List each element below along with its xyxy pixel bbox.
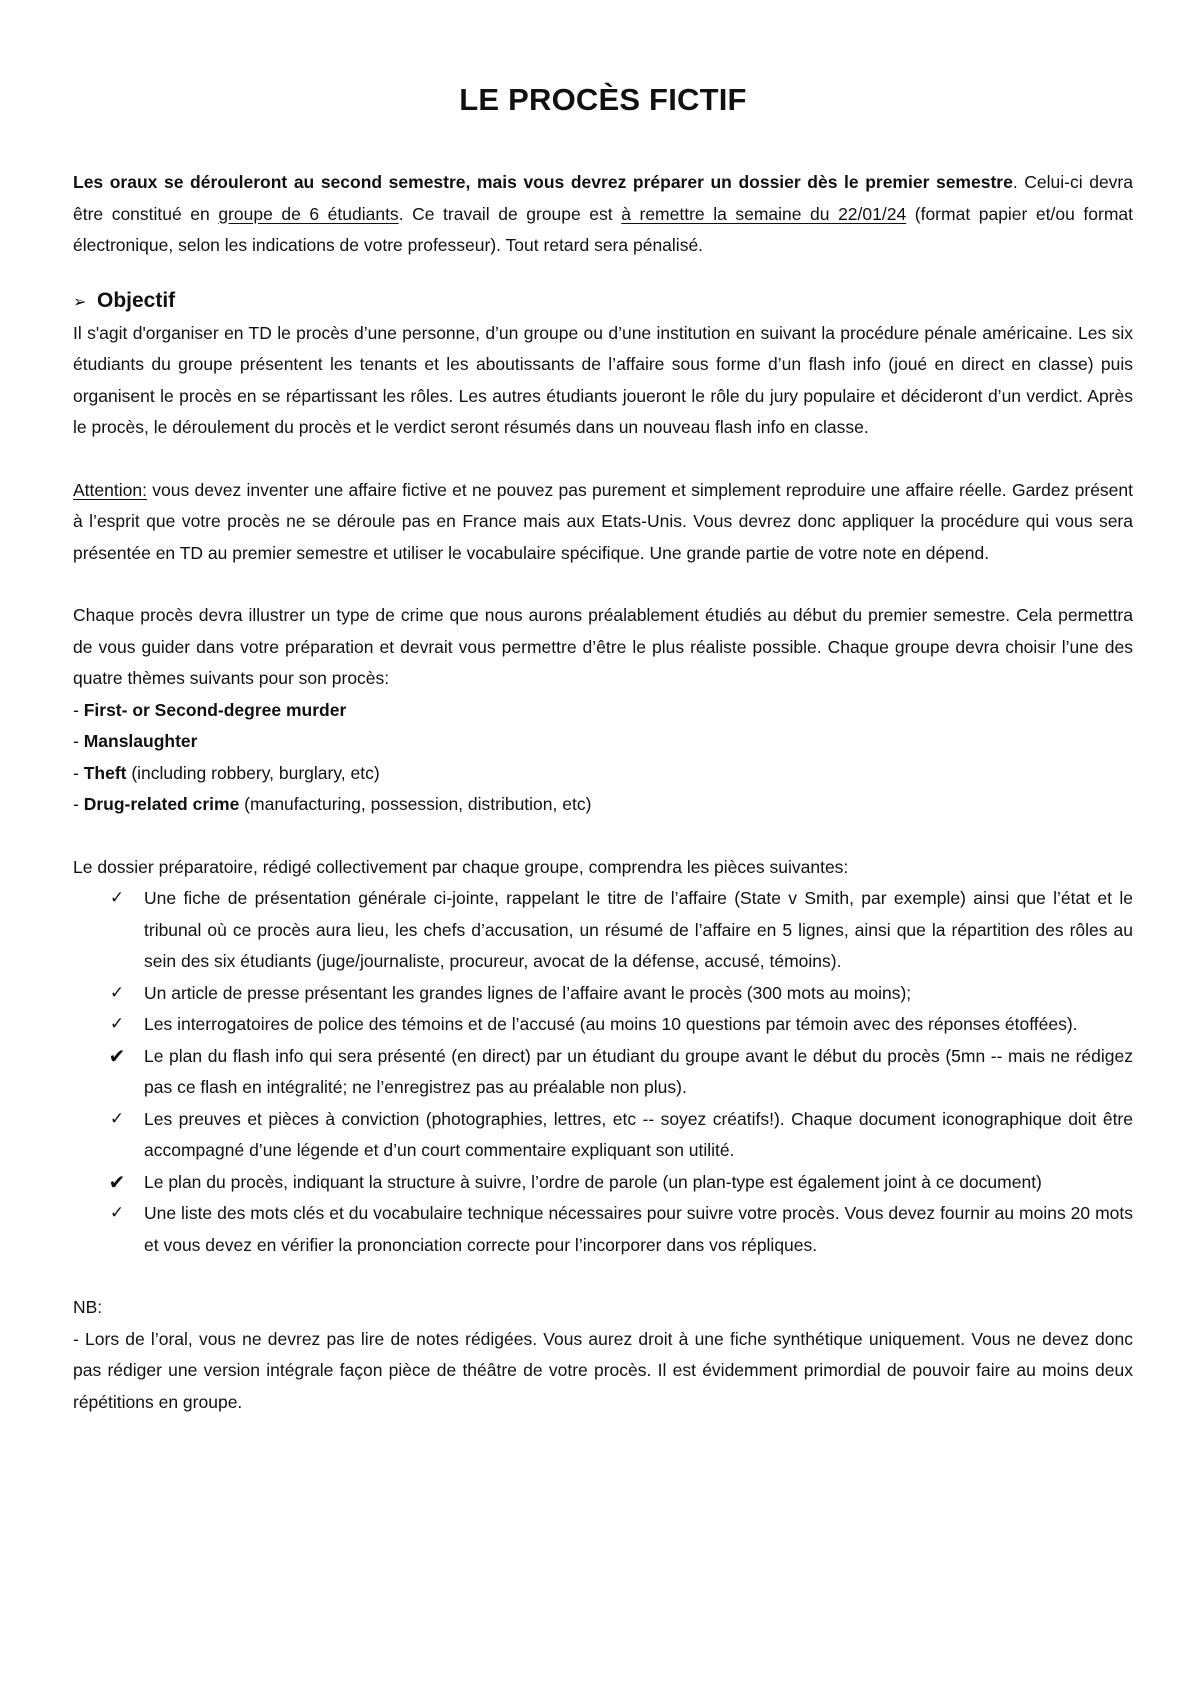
theme-name: Manslaughter bbox=[83, 731, 198, 751]
intro-text-3: (format papier et/ou format électronique, selon les indications de votre professeur). Tout retard sera pénalisé. bbox=[73, 203, 1133, 255]
theme-item bbox=[73, 726, 1133, 758]
checkmark-icon: ✓ bbox=[109, 1014, 125, 1034]
objectif-paragraph: Il s'agit d'organiser en TD le procès d’une personne, d’un groupe ou d’une institution en suivant la procédure pénale américaine. Les six étudiants du groupe présentent les tenants et les aboutissants de l’affaire sous forme d’un flash info (joué en direct en classe) puis organisent le procès en se répartissant les rôles. Les autres étudiants joueront le rôle du jury populaire et décideront d’un verdict. Après le procès, le déroulement du procès et le verdict seront résumés dans un nouveau flash info en classe. bbox=[73, 322, 1133, 437]
theme-detail: (manufacturing, possession, distribution, etc) bbox=[239, 794, 592, 814]
objectif-heading bbox=[73, 285, 1133, 318]
theme-item bbox=[73, 695, 1133, 727]
themes-intro: Chaque procès devra illustrer un type de crime que nous aurons préalablement étudiés au début du premier semestre. Cela permettra de vous guider dans votre préparation et devrait vous permettre d’être le plus réaliste possible. Chaque groupe devra choisir l’une des quatre thèmes suivants pour son procès: bbox=[73, 605, 1133, 688]
theme-dash: - bbox=[73, 762, 84, 783]
checkmark-icon: ✓ bbox=[109, 888, 125, 908]
theme-item bbox=[73, 758, 1133, 790]
checklist-item-text: Les preuves et pièces à conviction (photographies, lettres, etc -- soyez créatifs!). Chaque document iconographique doit être accompagné d’une légende et d’un court commentaire expliquant son utilité. bbox=[144, 1108, 1133, 1160]
theme-dash: - bbox=[73, 699, 84, 720]
theme-dash: - bbox=[73, 794, 84, 814]
checkmark-icon: ✓ bbox=[109, 1203, 125, 1223]
theme-dash: - bbox=[73, 731, 84, 751]
checklist-item bbox=[73, 883, 1133, 978]
checklist-item-text: Une fiche de présentation générale ci-jointe, rappelant le titre de l’affaire (State v Smith, par exemple) ainsi que l’état et le tribunal où ce procès aura lieu, les chefs d’accusation, un résumé de l’affaire en 5 lignes, ainsi que la répartition des rôles au sein des six étudiants (juge/journaliste, procureur, avocat de la défense, accusé, témoins). bbox=[144, 888, 1133, 971]
heavy-checkmark-icon: ✔ bbox=[108, 1043, 126, 1068]
theme-name: First- or Second-degree murder bbox=[83, 699, 347, 720]
checklist-item-text: Les interrogatoires de police des témoins et de l’accusé (au moins 10 questions par témoin avec des réponses étoffées). bbox=[144, 1014, 1078, 1034]
group-size-underlined: groupe de 6 étudiants bbox=[218, 203, 399, 224]
theme-detail: (including robbery, burglary, etc) bbox=[126, 762, 380, 783]
intro-text-1: . Celui-ci devra être constitué en bbox=[73, 172, 1133, 224]
dossier-checklist bbox=[73, 883, 1133, 1261]
attention-paragraph bbox=[73, 475, 1133, 570]
nb-label: NB: bbox=[73, 1297, 103, 1317]
attention-label: Attention: bbox=[73, 479, 147, 500]
theme-item bbox=[73, 789, 1133, 821]
dossier-intro: Le dossier préparatoire, rédigé collectivement par chaque groupe, comprendra les pièces suivantes: bbox=[73, 856, 849, 877]
checkmark-icon: ✓ bbox=[109, 982, 125, 1003]
page-title: LE PROCÈS FICTIF bbox=[459, 82, 747, 117]
theme-name: Drug-related crime bbox=[83, 794, 240, 814]
attention-text: vous devez inventer une affaire fictive et ne pouvez pas purement et simplement reproduire une affaire réelle. Gardez présent à l’esprit que votre procès ne se déroule pas en France mais aux Etats-Unis. Vous devrez donc appliquer la procédure qui vous sera présentée en TD au premier semestre et utiliser le vocabulaire spécifique. Une grande partie de votre note en dépend. bbox=[73, 479, 1133, 563]
checklist-item-text: Le plan du flash info qui sera présenté (en direct) par un étudiant du groupe avant le début du procès (5mn -- mais ne rédigez pas ce flash en intégralité; ne l’enregistrez pas au préalable non plus). bbox=[144, 1045, 1133, 1097]
checklist-item bbox=[73, 1009, 1133, 1041]
intro-text-2: . Ce travail de groupe est bbox=[398, 203, 622, 224]
checklist-item-text: Un article de presse présentant les grandes lignes de l’affaire avant le procès (300 mots au moins); bbox=[144, 982, 912, 1003]
objectif-heading-text: Objectif bbox=[97, 288, 176, 312]
arrow-bullet-icon: ➢ bbox=[73, 293, 87, 311]
checklist-item-text: Le plan du procès, indiquant la structure à suivre, l’ordre de parole (un plan-type est également joint à ce document) bbox=[144, 1171, 1042, 1192]
deadline-underlined: à remettre la semaine du 22/01/24 bbox=[621, 203, 907, 224]
themes-list bbox=[73, 695, 1133, 821]
checklist-item bbox=[73, 1198, 1133, 1261]
nb-paragraph: - Lors de l’oral, vous ne devrez pas lire de notes rédigées. Vous aurez droit à une fiche synthétique uniquement. Vous ne devez donc pas rédiger une version intégrale façon pièce de théâtre de votre procès. Il est évidemment primordial de pouvoir faire au moins deux répétitions en groupe. bbox=[73, 1328, 1133, 1412]
theme-name: Theft bbox=[83, 762, 127, 783]
checklist-item-text: Une liste des mots clés et du vocabulaire technique nécessaires pour suivre votre procès. Vous devez fournir au moins 20 mots et vous devez en vérifier la prononciation correcte pour l’incorporer dans vos répliques. bbox=[144, 1203, 1133, 1255]
heavy-checkmark-icon: ✔ bbox=[108, 1169, 126, 1194]
intro-paragraph bbox=[73, 167, 1133, 262]
intro-bold-text: Les oraux se dérouleront au second semestre, mais vous devrez préparer un dossier dès le premier semestre bbox=[73, 172, 1013, 192]
checklist-item bbox=[73, 1041, 1133, 1104]
checklist-item bbox=[73, 1104, 1133, 1167]
checklist-item bbox=[73, 978, 1133, 1010]
checkmark-icon: ✓ bbox=[109, 1108, 125, 1129]
checklist-item bbox=[73, 1167, 1133, 1199]
